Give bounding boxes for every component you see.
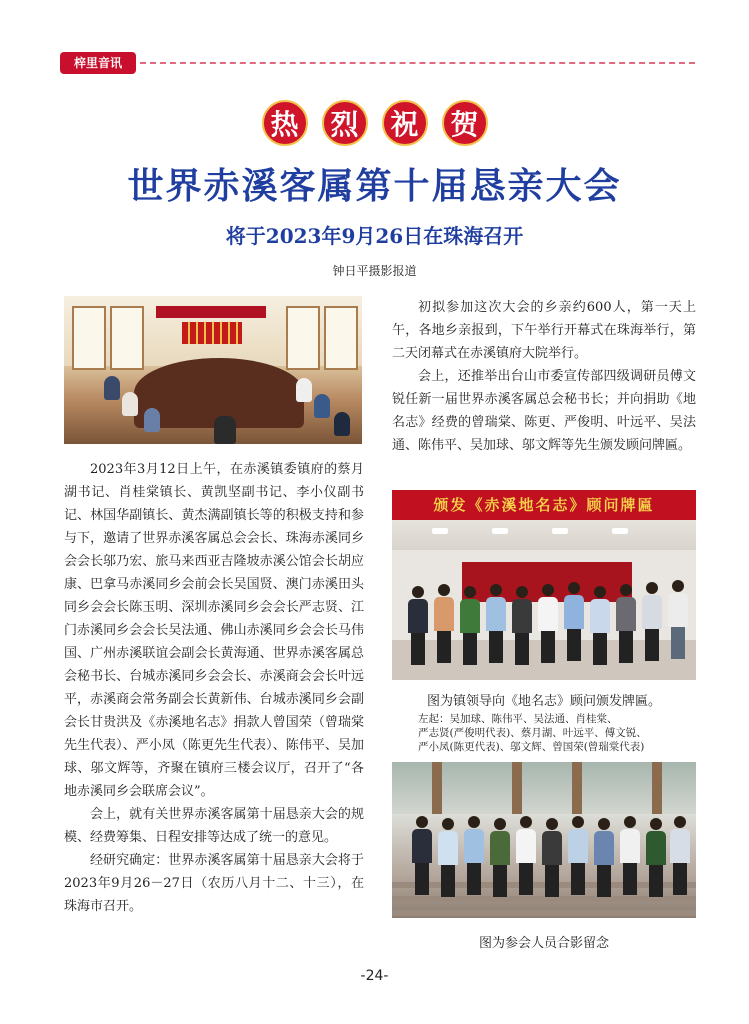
group-photo-caption: 图为参会人员合影留念 [478,936,609,951]
award-banner: 颁发《赤溪地名志》顾问牌匾 [392,490,696,520]
section-tag: 梓里音讯 [60,52,136,74]
paragraph: 初拟参加这次大会的乡亲约600人，第一天上午，各地乡亲报到，下午举行开幕式在珠海举行，第二天闭幕式在赤溪镇府大院举行。 [392,300,696,361]
heading-char: 烈 [322,100,368,146]
left-column-text [64,458,364,918]
members-line: 严小凤(陈更代表)、邬文辉、曾国荣(曾瑞棠代表) [418,741,645,753]
paragraph: 2023年3月12日上午，在赤溪镇委镇府的蔡月湖书记、肖桂棠镇长、黄凯坚副书记、李小仪副书记、林国华副镇长、黄杰满副镇长等的积极支持和参与下，邀请了世界赤溪客属总会会长、珠海赤溪同乡会会长邬乃宏、旅马来西亚吉隆坡赤溪公馆会长胡应康、巴拿马赤溪同乡会前会长吴国贤、澳门赤溪田头同乡会会长陈玉明、深圳赤溪同乡会会长严志贤、江门赤溪同乡会会长吴法通、佛山赤溪同乡会会长马伟国、广州赤溪联谊会副会长黄海通、世界赤溪客属总会秘书长、台城赤溪同乡会会长、赤溪商会会长叶远平，赤溪商会常务副会长黄新伟、台城赤溪同乡会副会长甘贵洪及《赤溪地名志》捐款人曾国荣（曾瑞棠先生代表）、严小凤（陈更先生代表）、陈伟平、吴加球、邬文辉等，齐聚在镇府三楼会议厅，召开了“各地赤溪同乡会联席会议”。 [64,462,364,799]
award-ceremony-photo [392,490,696,680]
paragraph: 经研究确定：世界赤溪客属第十届恳亲大会将于2023年9月26－27日（农历八月十二、十三），在珠海市召开。 [64,853,364,914]
byline: 钟日平摄影报道 [332,264,417,278]
members-line: 严志贤(严俊明代表)、蔡月湖、叶远平、傅文锐、 [418,727,647,739]
heading-char: 祝 [382,100,428,146]
heading-char: 热 [262,100,308,146]
paragraph: 会上，还推举出台山市委宣传部四级调研员傅文锐任新一届世界赤溪客属总会秘书长；并向捐助《地名志》经费的曾瑞棠、陈更、严俊明、叶远平、吴法通、陈伟平、吴加球、邬文辉等先生颁发顾问牌匾。 [392,369,696,453]
page-number: -24- [360,968,389,984]
article-title: 世界赤溪客属第十届恳亲大会 [127,165,622,207]
celebration-heading [0,100,749,148]
heading-char: 贺 [442,100,488,146]
meeting-photo [64,296,362,444]
group-photo [392,762,696,918]
article-subtitle: 将于2023年9月26日在珠海召开 [225,224,524,248]
header-divider [140,62,695,64]
paragraph: 会上，就有关世界赤溪客属第十届恳亲大会的规模、经费筹集、日程安排等达成了统一的意见。 [64,807,364,845]
members-line: 左起：吴加球、陈伟平、吴法通、肖桂棠、 [418,713,618,725]
award-photo-members [418,712,708,754]
right-column-text [392,296,696,457]
award-photo-caption: 图为镇领导向《地名志》顾问颁发牌匾。 [426,694,661,709]
